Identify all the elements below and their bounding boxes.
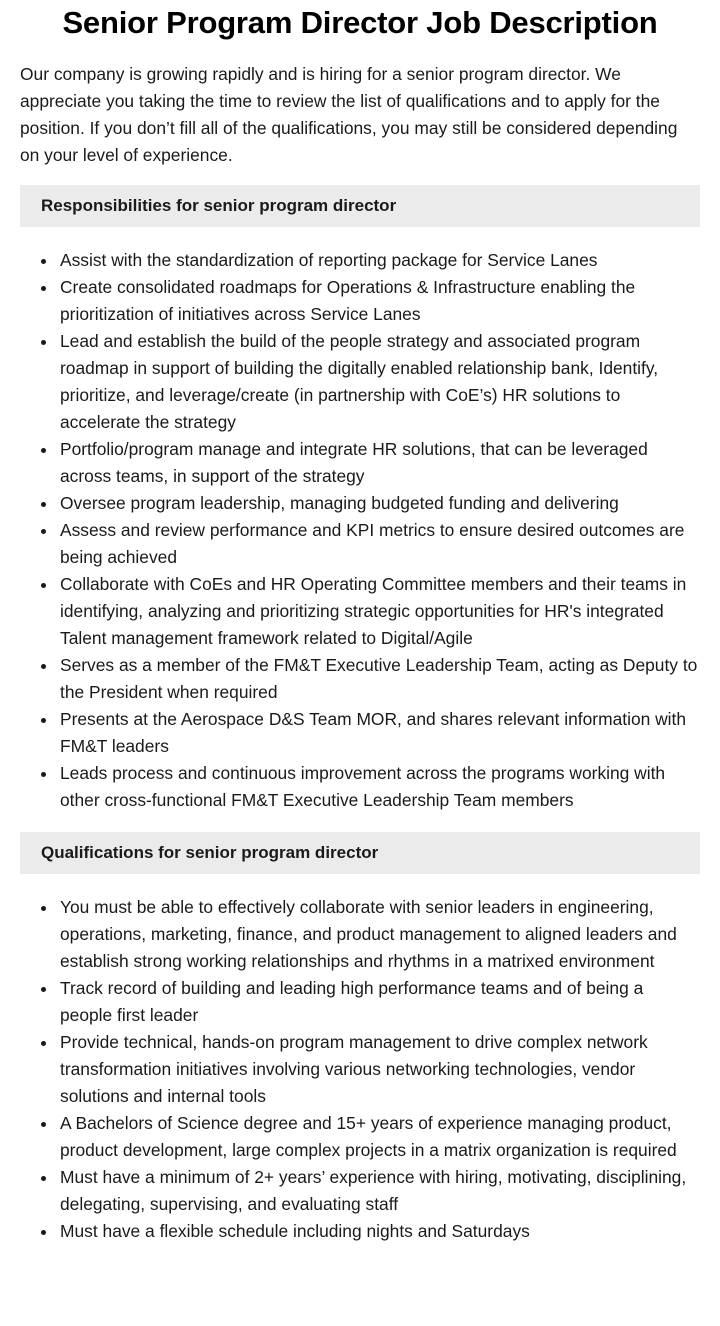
list-item-text: Must have a minimum of 2+ years’ experience with hiring, motivating, disciplining, delegating, supervising, and evaluating staff: [60, 1167, 687, 1214]
list-item: [20, 274, 700, 328]
bullet-icon: [41, 1122, 46, 1127]
list-item-text: Track record of building and leading high performance teams and of being a people first leader: [60, 978, 644, 1025]
bullet-icon: [41, 259, 46, 264]
list-item: [20, 652, 700, 706]
page-title: Senior Program Director Job Description: [62, 5, 658, 40]
bullet-icon: [41, 1230, 46, 1235]
list-item: [20, 975, 700, 1029]
list-item: [20, 760, 700, 814]
list-item-text: Presents at the Aerospace D&S Team MOR, and shares relevant information with FM&T leaders: [60, 709, 687, 756]
list-item: [20, 1029, 700, 1110]
list-item-text: Create consolidated roadmaps for Operations & Infrastructure enabling the prioritization of initiatives across Service Lanes: [60, 277, 636, 324]
list-item-text: Collaborate with CoEs and HR Operating Committee members and their teams in identifying, analyzing and prioritizing strategic opportunities for HR's integrated Talent management framework related to Digital/Agile: [60, 574, 687, 648]
bullet-icon: [41, 340, 46, 345]
list-item-text: Leads process and continuous improvement across the programs working with other cross-functional FM&T Executive Leadership Team members: [60, 763, 666, 810]
list-item-text: Provide technical, hands-on program management to drive complex network transformation initiatives involving various networking technologies, vendor solutions and internal tools: [60, 1032, 648, 1106]
list-item-text: Serves as a member of the FM&T Executive Leadership Team, acting as Deputy to the President when required: [60, 655, 698, 702]
qualifications-list: [20, 894, 700, 1245]
bullet-icon: [41, 1176, 46, 1181]
responsibilities-heading: Responsibilities for senior program director: [20, 185, 700, 227]
list-item-text: You must be able to effectively collaborate with senior leaders in engineering, operations, marketing, finance, and product management to aligned leaders and establish strong working relationships and rhythms in a matrixed environment: [60, 897, 677, 971]
list-item-text: Oversee program leadership, managing budgeted funding and delivering: [60, 493, 619, 513]
list-item: [20, 517, 700, 571]
list-item-text: Assist with the standardization of reporting package for Service Lanes: [60, 250, 598, 270]
list-item: [20, 490, 700, 517]
list-item: [20, 1218, 700, 1245]
bullet-icon: [41, 286, 46, 291]
list-item: [20, 894, 700, 975]
list-item: [20, 1164, 700, 1218]
list-item: [20, 247, 700, 274]
bullet-icon: [41, 502, 46, 507]
intro-paragraph: Our company is growing rapidly and is hiring for a senior program director. We appreciate you taking the time to review the list of qualifications and to apply for the position. If you don’t fill all of the qualifications, you may still be considered depending on your level of experience.: [20, 64, 678, 165]
bullet-icon: [41, 1041, 46, 1046]
list-item: [20, 706, 700, 760]
list-item-text: Must have a flexible schedule including nights and Saturdays: [60, 1221, 530, 1241]
bullet-icon: [41, 718, 46, 723]
list-item-text: Lead and establish the build of the people strategy and associated program roadmap in support of building the digitally enabled relationship bank, Identify, prioritize, and leverage/create (in partnership with CoE’s) HR solutions to accelerate the strategy: [60, 331, 659, 432]
list-item: [20, 328, 700, 436]
bullet-icon: [41, 987, 46, 992]
qualifications-heading: Qualifications for senior program director: [20, 832, 700, 874]
responsibilities-list: [20, 247, 700, 814]
list-item-text: Portfolio/program manage and integrate HR solutions, that can be leveraged across teams, in support of the strategy: [60, 439, 648, 486]
list-item: [20, 571, 700, 652]
bullet-icon: [41, 529, 46, 534]
list-item: [20, 436, 700, 490]
list-item-text: Assess and review performance and KPI metrics to ensure desired outcomes are being achieved: [60, 520, 685, 567]
bullet-icon: [41, 448, 46, 453]
bullet-icon: [41, 583, 46, 588]
list-item-text: A Bachelors of Science degree and 15+ years of experience managing product, product development, large complex projects in a matrix organization is required: [60, 1113, 677, 1160]
list-item: [20, 1110, 700, 1164]
bullet-icon: [41, 772, 46, 777]
bullet-icon: [41, 906, 46, 911]
bullet-icon: [41, 664, 46, 669]
